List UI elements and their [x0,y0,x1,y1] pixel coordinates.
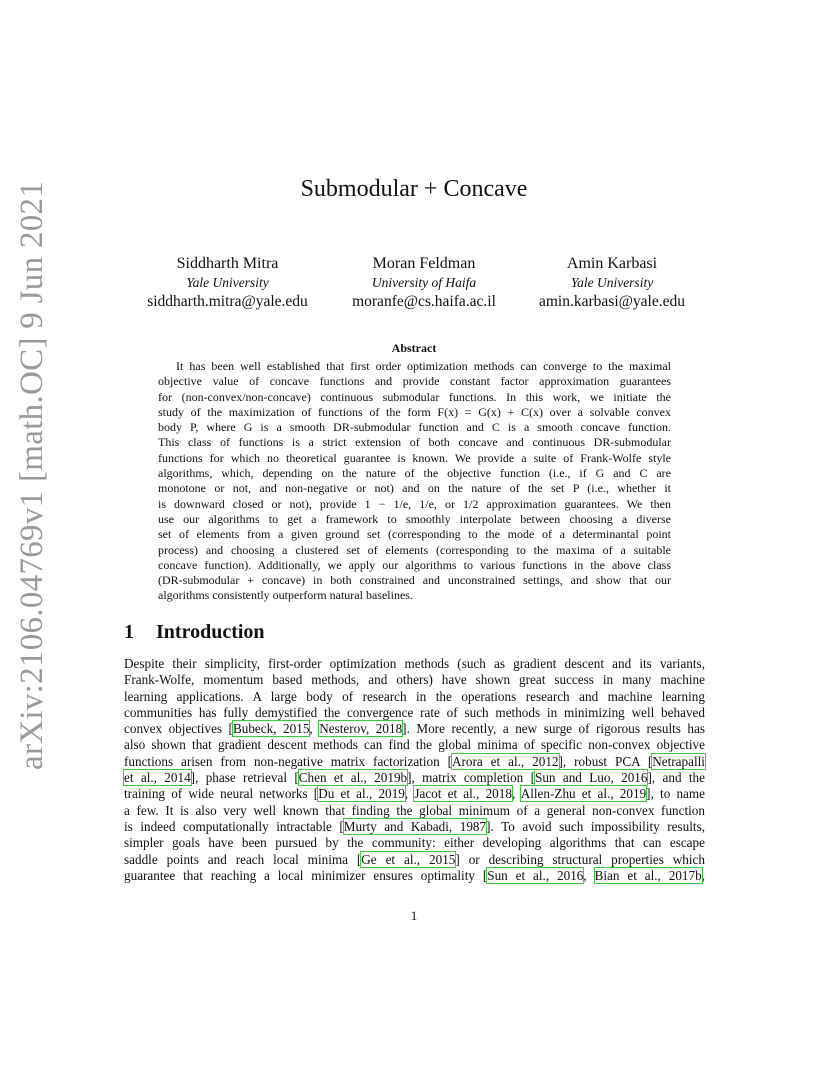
author-email[interactable]: siddharth.mitra@yale.edu [147,293,308,310]
body-line: a few. It is also very well known that finding the global minimum of a general non-convex function [124,802,705,818]
text-run: ], matrix completion [ [407,770,535,786]
author-name: Moran Feldman [372,255,476,272]
abstract-line: study of the maximization of functions of the form F(x) = G(x) + C(x) over a solvable convex [158,404,671,419]
text-run: , [701,867,705,883]
text-run: ], and the [647,770,705,786]
abstract-body [158,359,671,604]
abstract-line: It has been well established that first order optimization methods can converge to the maximal [176,359,671,373]
citation-link[interactable]: Sun et al., 2016 [487,867,584,883]
text-run: ]. More recently, a new surge of rigorous results has [402,721,705,737]
citation-link[interactable]: Netrapalli [652,753,705,769]
text-run: convex objectives [ [124,721,233,737]
body-line: learning applications. A large body of research in the operations research and machine learning [124,688,705,704]
body-line: training of wide neural networks [Du et al., 2019, Jacot et al., 2018, Allen-Zhu et al., 2019], to name [124,786,706,802]
paper-title: Submodular + Concave [300,176,528,202]
abstract-line: for (non-convex/non-concave) continuous submodular functions. In this work, we initiate the [158,389,671,404]
section-title-text: Introduction [156,621,265,643]
text-run: training of wide neural networks [ [124,786,319,802]
text-run: ], robust PCA [ [558,753,653,769]
text-run: ]. To avoid such impossibility results, [486,818,705,834]
author-affiliation: University of Haifa [371,275,477,290]
page-number: 1 [410,908,418,923]
citation-link[interactable]: Du et al., 2019 [318,786,405,802]
body-line: also shown that gradient descent methods can find the global minima of specific non-convex objective [124,737,705,753]
citation-link[interactable]: Jacot et al., 2018 [414,786,512,802]
citation-link[interactable]: Bubeck, 2015 [232,721,310,737]
author-name: Siddharth Mitra [176,255,279,272]
abstract-line: algorithms consistently outperform natural baselines. [158,588,413,603]
abstract-line: body P, where G is a smooth DR-submodular function and C is a smooth concave function. [158,420,671,435]
author-name: Amin Karbasi [566,255,658,272]
section-heading [124,621,265,644]
body-line: communities has fully demystified the convergence rate of such methods in minimizing well behaved [124,704,705,720]
citation-link[interactable]: Nesterov, 2018 [319,721,403,737]
citation-link[interactable]: Murty and Kabadi, 1987 [343,818,487,834]
body-line: simpler goals have been pursued by the community: either developing algorithms that can escape [124,835,705,851]
body-line [124,819,705,835]
abstract-line: monotone or not, and non-negative or not) and on the nature of the set P (i.e., whether it [158,481,671,496]
text-run: is indeed computationally intractable [ [124,818,344,834]
arxiv-identifier: arXiv:2106.04769v1 [math.OC] 9 Jun 2021 [14,180,50,770]
citation-link[interactable]: et al., 2014 [124,770,191,786]
body-line [124,754,705,770]
citation-link[interactable]: Arora et al., 2012 [452,753,559,769]
text-run: ], phase retrieval [ [190,770,299,786]
citation-link[interactable]: Bian et al., 2017b [594,867,702,883]
text-run: guarantee that reaching a local minimizer ensures optimality [ [124,867,488,883]
abstract-line: objective value of concave functions and provide constant factor approximation guarantees [158,374,671,389]
author-block [140,254,315,312]
body-line [124,770,705,786]
body-line: convex objectives [Bubeck, 2015, Nesterov, 2018]. More recently, a new surge of rigorous results has [124,721,705,737]
abstract-heading: Abstract [391,341,437,355]
body-line: guarantee that reaching a local minimizer ensures optimality [Sun et al., 2016, Bian et al., 2017b, [124,867,705,883]
text-run: ], to name [646,786,706,802]
citation-link[interactable]: Allen-Zhu et al., 2019 [520,786,647,802]
section-number: 1 [124,621,134,643]
text-run: saddle points and reach local minima [ [124,851,362,867]
citation-link[interactable]: Ge et al., 2015 [361,851,456,867]
abstract-line: is downward closed or not), provide 1 − 1/e, 1/e, or 1/2 approximation guarantees. We then [158,496,671,511]
abstract-line: use our algorithms to get a framework to smoothly interpolate between choosing a diverse [158,511,671,526]
author-affiliation: Yale University [186,275,269,290]
abstract-line: concave function). Additionally, we apply our algorithms to various functions in the above class [158,557,671,572]
abstract-line: process) and choosing a clustered set of elements (corresponding to the maxima of a suitable [158,542,671,557]
body-line [124,852,705,868]
text-run: functions arisen from non-negative matrix factorization [ [124,753,452,769]
abstract-line: functions for which no theoretical guarantee is known. We provide a suite of Frank-Wolfe style [158,450,671,465]
abstract-line: set of elements from a given ground set (corresponding to the mode of a determinantal point [158,527,671,542]
author-email[interactable]: amin.karbasi@yale.edu [539,293,685,310]
abstract-line: This class of functions is a strict extension of both concave and continuous DR-submodular [158,435,671,450]
introduction-body [124,656,705,884]
author-block [530,254,694,312]
citation-link[interactable]: Chen et al., 2019b [298,770,408,786]
author-block [340,254,508,312]
body-line: Frank-Wolfe, momentum based methods, and others) have shown great success in many machine [124,672,705,688]
citation-link[interactable]: Sun and Luo, 2016 [535,770,648,786]
author-affiliation: Yale University [570,275,654,290]
abstract-line: algorithms, which, depending on the nature of the objective function (i.e., if G and C are [158,466,671,481]
author-email[interactable]: moranfe@cs.haifa.ac.il [352,293,496,310]
text-run: ] or describing structural properties which [455,851,705,867]
body-line: Despite their simplicity, first-order optimization methods (such as gradient descent and its variants, [124,656,705,671]
abstract-line: (DR-submodular + concave) in both constrained and unconstrained settings, and show that our [158,573,671,588]
